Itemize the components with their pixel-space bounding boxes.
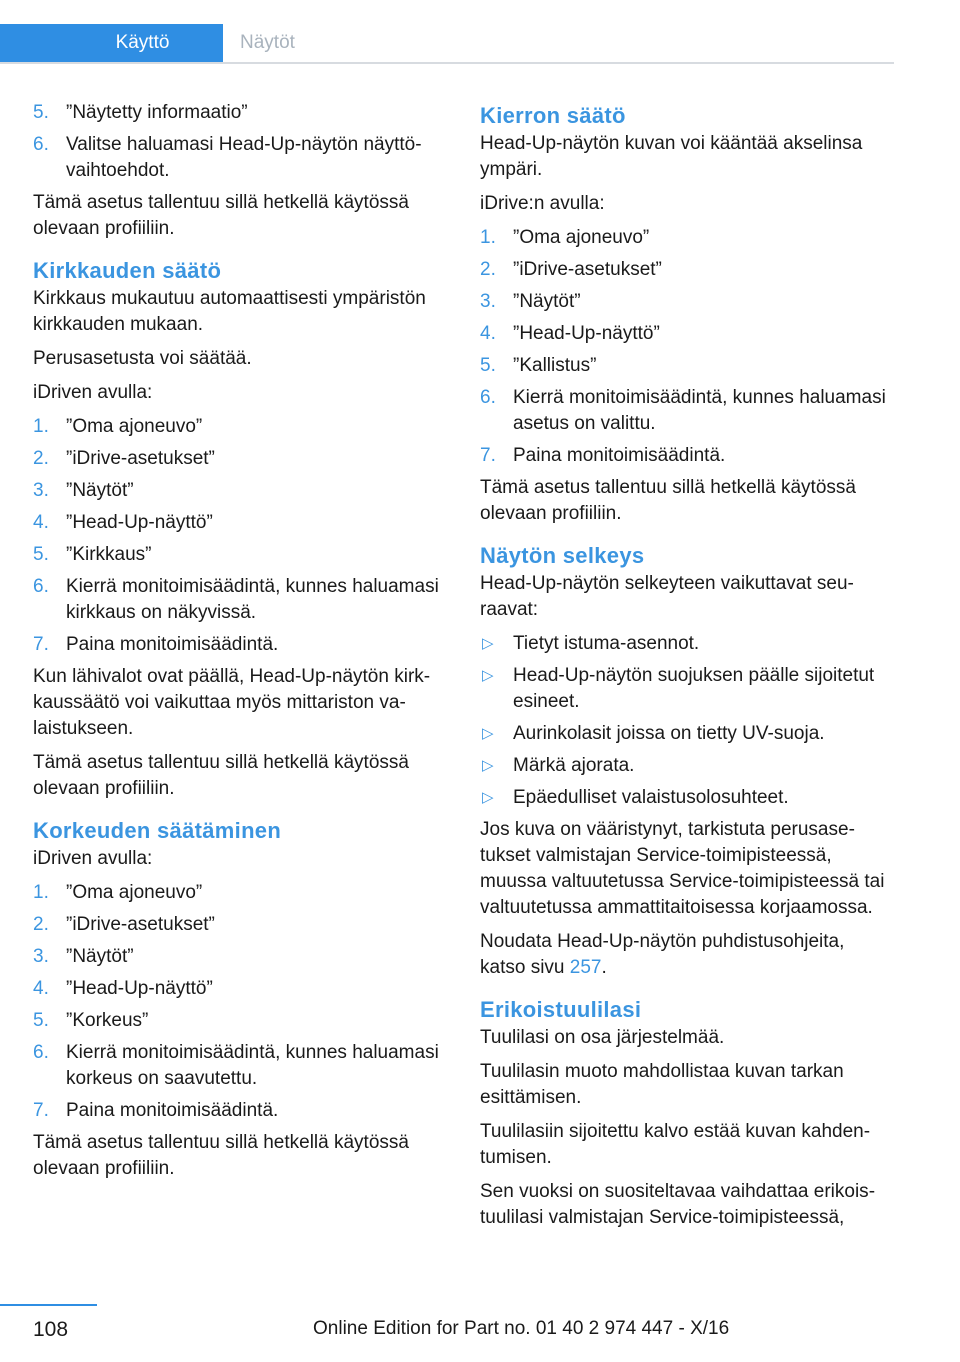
paragraph: Tuulilasiin sijoitettu kalvo estää kuvan kahdentumisen. <box>480 1121 871 1168</box>
list-item <box>480 321 895 347</box>
list-item <box>33 478 453 504</box>
step-number: 6. <box>33 134 49 155</box>
heading-brightness: Kirkkauden säätö <box>33 258 222 283</box>
list-item <box>480 225 895 251</box>
list-item <box>480 443 895 469</box>
tab-kaytto-label: Käyttö <box>115 32 170 53</box>
paragraph: Tuulilasi on osa järjestelmää. <box>480 1027 725 1048</box>
step-number: 7. <box>33 634 49 655</box>
list-item <box>480 663 895 715</box>
paragraph: Tämä asetus tallentuu sillä hetkellä käytössä olevaan profiiliin. <box>33 752 409 799</box>
step-text: Kierrä monitoimisäädintä, kunnes haluamasi korkeus on saavutettu. <box>66 1042 439 1089</box>
paragraph: Jos kuva on vääristynyt, tarkistuta perusasetukset valmistajan Service-toimipisteessä, muussa valtuutetussa Service-toimipisteessä tai valtuutetussa ammattitaitoisessa korjaamossa. <box>480 819 885 918</box>
list-item <box>33 944 453 970</box>
heading-rotation: Kierron säätö <box>480 103 626 128</box>
paragraph: Tämä asetus tallentuu sillä hetkellä käytössä olevaan profiiliin. <box>480 477 856 524</box>
step-text: ”Head-Up-näyttö” <box>513 323 660 344</box>
step-number: 3. <box>33 480 49 501</box>
list-item <box>33 446 453 472</box>
step-number: 2. <box>480 259 496 280</box>
step-number: 5. <box>480 355 496 376</box>
step-number: 5. <box>33 102 49 123</box>
step-text: Paina monitoimisäädintä. <box>513 445 726 466</box>
edition-label: Online Edition for Part no. 01 40 2 974 447 - X/16 <box>313 1318 730 1339</box>
step-text: Kierrä monitoimisäädintä, kunnes haluamasi asetus on valittu. <box>513 387 886 434</box>
clarity-factors-list <box>480 631 895 811</box>
paragraph: Kun lähivalot ovat päällä, Head-Up-näytön kirkkaussäätö voi vaikuttaa myös mittariston valaistukseen. <box>33 666 431 739</box>
height-steps <box>33 880 453 1124</box>
bullet-text: Epäedulliset valaistusolosuhteet. <box>513 787 789 808</box>
list-item <box>33 1098 453 1124</box>
header-bar <box>0 24 894 64</box>
step-text: ”Kallistus” <box>513 355 597 376</box>
step-text: Kierrä monitoimisäädintä, kunnes haluamasi kirkkaus on näkyvissä. <box>66 576 439 623</box>
triangle-bullet-icon: ▷ <box>482 635 494 652</box>
step-number: 6. <box>480 387 496 408</box>
brightness-steps <box>33 414 453 658</box>
step-text: Paina monitoimisäädintä. <box>66 634 279 655</box>
triangle-bullet-icon: ▷ <box>482 667 494 684</box>
paragraph: Tämä asetus tallentuu sillä hetkellä käytössä olevaan profiiliin. <box>33 192 409 239</box>
rotation-steps <box>480 225 895 469</box>
list-item <box>33 1040 453 1092</box>
step-number: 2. <box>33 448 49 469</box>
heading-windshield: Erikoistuulilasi <box>480 997 642 1022</box>
step-text: ”Oma ajoneuvo” <box>66 416 203 437</box>
step-text: ”Kirkkaus” <box>66 544 152 565</box>
step-text: ”Head-Up-näyttö” <box>66 978 213 999</box>
step-list-continued <box>33 100 453 184</box>
paragraph: Tuulilasin muoto mahdollistaa kuvan tarkan esittämisen. <box>480 1061 844 1108</box>
footer-rule <box>0 1304 97 1306</box>
list-item <box>33 574 453 626</box>
paragraph: iDriven avulla: <box>33 848 153 869</box>
step-number: 3. <box>480 291 496 312</box>
step-text: ”Oma ajoneuvo” <box>513 227 650 248</box>
triangle-bullet-icon: ▷ <box>482 725 494 742</box>
list-item <box>33 1008 453 1034</box>
list-item <box>480 257 895 283</box>
list-item <box>480 631 895 657</box>
list-item <box>33 976 453 1002</box>
tab-kaytto[interactable] <box>0 24 223 62</box>
step-number: 1. <box>33 416 49 437</box>
page-reference-link[interactable]: 257 <box>569 957 602 978</box>
list-item <box>33 100 453 126</box>
step-number: 4. <box>480 323 496 344</box>
step-text: ”iDrive-asetukset” <box>513 259 662 280</box>
left-column <box>33 100 453 1190</box>
list-item <box>480 753 895 779</box>
list-item <box>33 880 453 906</box>
step-text: Paina monitoimisäädintä. <box>66 1100 279 1121</box>
list-item <box>33 510 453 536</box>
step-text: ”Korkeus” <box>66 1010 149 1031</box>
list-item <box>33 912 453 938</box>
list-item <box>480 385 895 437</box>
tab-naytot[interactable]: Näytöt <box>240 32 295 53</box>
step-text: ”iDrive-asetukset” <box>66 448 215 469</box>
step-number: 3. <box>33 946 49 967</box>
triangle-bullet-icon: ▷ <box>482 757 494 774</box>
paragraph: iDrive:n avulla: <box>480 193 605 214</box>
step-number: 6. <box>33 576 49 597</box>
triangle-bullet-icon: ▷ <box>482 789 494 806</box>
step-number: 5. <box>33 1010 49 1031</box>
step-text: ”Näytöt” <box>66 480 134 501</box>
step-text: ”Näytöt” <box>66 946 134 967</box>
step-text: ”Näytöt” <box>513 291 581 312</box>
list-item <box>33 632 453 658</box>
list-item <box>480 721 895 747</box>
heading-height: Korkeuden säätäminen <box>33 818 282 843</box>
bullet-text: Tietyt istuma-asennot. <box>513 633 700 654</box>
paragraph-end: . <box>601 957 607 978</box>
right-column <box>480 100 895 1239</box>
bullet-text: Head-Up-näytön suojuksen päälle sijoitetut esineet. <box>513 665 875 712</box>
step-number: 2. <box>33 914 49 935</box>
list-item <box>33 414 453 440</box>
step-number: 7. <box>33 1100 49 1121</box>
step-number: 4. <box>33 512 49 533</box>
step-number: 4. <box>33 978 49 999</box>
paragraph: Head-Up-näytön selkeyteen vaikuttavat seuraavat: <box>480 573 854 620</box>
step-number: 1. <box>33 882 49 903</box>
step-text: ”Näytetty informaatio” <box>66 102 248 123</box>
step-text: ”Oma ajoneuvo” <box>66 882 203 903</box>
paragraph: Head-Up-näytön kuvan voi kääntää akselinsa ympäri. <box>480 133 863 180</box>
list-item <box>33 542 453 568</box>
bullet-text: Märkä ajorata. <box>513 755 635 776</box>
step-text: ”iDrive-asetukset” <box>66 914 215 935</box>
list-item <box>480 785 895 811</box>
list-item <box>480 289 895 315</box>
page-number: 108 <box>33 1318 69 1341</box>
list-item <box>480 353 895 379</box>
bullet-text: Aurinkolasit joissa on tietty UV-suoja. <box>513 723 825 744</box>
paragraph: Tämä asetus tallentuu sillä hetkellä käytössä olevaan profiiliin. <box>33 1132 409 1179</box>
step-number: 1. <box>480 227 496 248</box>
paragraph: Kirkkaus mukautuu automaattisesti ympäristön kirkkauden mukaan. <box>33 288 426 335</box>
heading-clarity: Näytön selkeys <box>480 543 645 568</box>
step-text: ”Head-Up-näyttö” <box>66 512 213 533</box>
paragraph: iDriven avulla: <box>33 382 153 403</box>
step-number: 7. <box>480 445 496 466</box>
step-number: 6. <box>33 1042 49 1063</box>
paragraph-with-link <box>480 929 895 981</box>
step-text: Valitse haluamasi Head-Up-näytön näyttövaihtoehdot. <box>66 134 422 181</box>
paragraph: Perusasetusta voi säätää. <box>33 348 252 369</box>
list-item <box>33 132 453 184</box>
paragraph: Sen vuoksi on suositeltavaa vaihdattaa erikoistuulilasi valmistajan Service-toimipisteessä, <box>480 1181 876 1228</box>
step-number: 5. <box>33 544 49 565</box>
paragraph-text: Noudata Head-Up-näytön puhdistusohjeita, katso sivu <box>480 931 845 978</box>
